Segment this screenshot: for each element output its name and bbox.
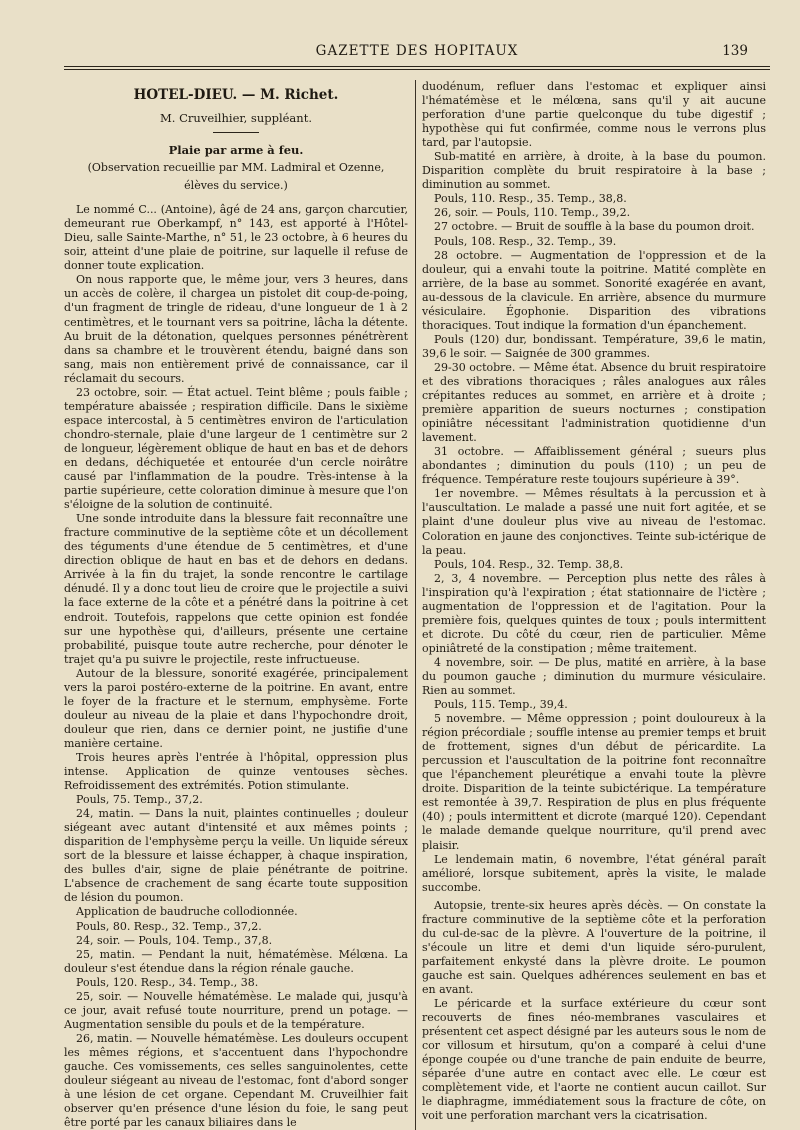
- header-rule: [64, 66, 770, 70]
- running-head: [64, 38, 770, 60]
- paragraph: 29-30 octobre. — Même état. Absence du bruit respiratoire et des vibrations thoraciques ; râles analogues aux râles crépitantes reduces au sommet, en arrière et à droite ; première apparition de sueurs nocturnes ; constipation opiniâtre nécessitant l'administration quotidienne d'un lavement.: [422, 360, 766, 445]
- autopsy-paragraph: Autopsie, trente-six heures après décès. — On constate la fracture comminutive de la septième côte et la perforation du cul-de-sac de la plèvre. A l'ouverture de la poitrine, il s'écoule un litre et demi d'un liquide séro-purulent, parfaitement enkysté dans la plèvre droite. Le poumon gauche est sain. Quelques adhérences seulement en bas et en avant.: [422, 898, 766, 996]
- paragraph: Pouls, 115. Temp., 39,4.: [434, 698, 568, 712]
- article-columns: [64, 80, 770, 1130]
- observation-credit-line1: (Observation recueillie par MM. Ladmiral et Ozenne,: [87, 161, 385, 175]
- paragraph: Pouls, 120. Resp., 34. Temp., 38.: [76, 975, 259, 989]
- paragraph: Le nommé C... (Antoine), âgé de 24 ans, garçon charcutier, demeurant rue Oberkampf, n° 143, est apporté à l'Hôtel-Dieu, salle Sainte-Marthe, n° 51, le 23 octobre, à 6 heures du soir, atteint d'une plaie de poitrine, sur laquelle il refuse de donner toute explication.: [64, 203, 408, 273]
- paragraph: Application de baudruche collodionnée.: [76, 905, 298, 919]
- paragraph: 1er novembre. — Mêmes résultats à la percussion et à l'auscultation. Le malade a passé une nuit fort agitée, et se plaint d'une douleur plus vive au niveau de l'estomac. Coloration en jaune des conjonctives. Teinte sub-ictérique de la peau.: [422, 487, 766, 557]
- paragraph: Pouls, 75. Temp., 37,2.: [76, 793, 203, 807]
- journal-title: GAZETTE DES HOPITAUX: [315, 43, 519, 59]
- paragraph: Sub-matité en arrière, à droite, à la base du poumon. Disparition complète du bruit respiratoire à la base ; diminution au sommet.: [422, 150, 766, 192]
- paragraph: 26, soir. — Pouls, 110. Temp., 39,2.: [434, 206, 631, 220]
- service-chief: M. Cruveilhier, suppléant.: [160, 111, 312, 126]
- paragraph: 5 novembre. — Même oppression ; point douloureux à la région précordiale ; souffle intense au premier temps et bruit de frottement, signes d'un début de péricardite. La percussion et l'auscultation de la poitrine font reconnaître que l'épanchement pleurétique a envahi toute la plèvre droite. Disparition de la teinte subictérique. La température est remontée à 39,7. Respiration de plus en plus fréquente (40) ; pouls intermittent et dicrote (marqué 120). Cependant le malade demande quelque nourriture, qu'il prend avec plaisir.: [422, 712, 766, 852]
- paragraph: Autour de la blessure, sonorité exagérée, principalement vers la paroi postéro-externe de la poitrine. En avant, entre le foyer de la fracture et le sternum, emphysème. Forte douleur au niveau de la plaie et dans l'hypochondre droit, douleur que rien, dans ce dernier point, ne justifie d'une manière certaine.: [64, 666, 408, 750]
- paragraph: 23 octobre, soir. — État actuel. Teint blême ; pouls faible ; température abaissée ; respiration difficile. Dans le sixième espace intercostal, à 5 centimètres environ de l'articulation chondro-sternale, plaie d'une largeur de 1 centimètre sur 2 de longueur, légèrement oblique de haut en bas et de dehors en dedans, déchiquetée et entourée d'un cercle noirâtre causé par l'inflammation de la poudre. Très-intense à la partie supérieure, cette coloration diminue à mesure que l'on s'éloigne de la solution de continuité.: [64, 385, 408, 512]
- paragraph: Pouls, 108. Resp., 32. Temp., 39.: [434, 234, 617, 248]
- section-rule: [213, 132, 259, 133]
- paragraph: Pouls, 80. Resp., 32. Temp., 37,2.: [76, 919, 262, 933]
- paragraph: Le lendemain matin, 6 novembre, l'état général paraît amélioré, lorsque subitement, après la visite, le malade succombe.: [422, 852, 766, 894]
- page-number: 139: [722, 43, 748, 59]
- paragraph: 24, soir. — Pouls, 104. Temp., 37,8.: [76, 933, 273, 947]
- observation-credit-line2: élèves du service.): [184, 179, 288, 193]
- paragraph: Le péricarde et la surface extérieure du cœur sont recouverts de fines néo-membranes vasculaires et présentent cet aspect désigné par les auteurs sous le nom de cor villosum et hirsutum, qu'on a comparé à celui d'une éponge coupée ou d'une tranche de pain enduite de beurre, séparée d'une autre en contact avec elle. Le cœur est complètement vide, et l'aorte ne contient aucun caillot. Sur le diaphragme, immédiatement sous la fracture de côte, on voit une perforation marchant vers la cicatrisation.: [422, 997, 766, 1123]
- paragraph: 28 octobre. — Augmentation de l'oppression et de la douleur, qui a envahi toute la poitrine. Matité complète en arrière, de la base au sommet. Sonorité exagérée en avant, au-dessous de la clavicule. En arrière, absence du murmure vésiculaire. Égophonie. Disparition des vibrations thoraciques. Tout indique la formation d'un épanchement.: [422, 248, 766, 332]
- paragraph: 4 novembre, soir. — De plus, matité en arrière, à la base du poumon gauche ; diminution du murmure vésiculaire. Rien au sommet.: [422, 655, 766, 698]
- paragraph: duodénum, refluer dans l'estomac et expliquer ainsi l'hématémèse et le mélœna, sans qu'il y ait aucune perforation d'une partie quelconque du tube digestif ; hypothèse qui fut confirmée, comme nous le verrons plus tard, par l'autopsie.: [422, 80, 766, 150]
- hospital-heading: HOTEL-DIEU. — M. Richet.: [133, 87, 339, 103]
- paragraph: 25, soir. — Nouvelle hématémèse. Le malade qui, jusqu'à ce jour, avait refusé toute nourriture, prend un potage. — Augmentation sensible du pouls et de la température.: [64, 989, 408, 1031]
- right-column: [422, 80, 766, 1130]
- paragraph: On nous rapporte que, le même jour, vers 3 heures, dans un accès de colère, il chargea un pistolet dit coup-de-poing, d'un fragment de tringle de rideau, d'une longueur de 1 à 2 centimètres, et le tournant vers sa poitrine, lâcha la détente. Au bruit de la détonation, quelques personnes pénétrèrent dans sa chambre et le trouvèrent étendu, baigné dans son sang, mais non entièrement privé de connaissance, car il réclamait du secours.: [64, 273, 408, 385]
- paragraph: Trois heures après l'entrée à l'hôpital, oppression plus intense. Application de quinze ventouses sèches. Refroidissement des extrémités. Potion stimulante.: [64, 750, 408, 793]
- paragraph: 2, 3, 4 novembre. — Perception plus nette des râles à l'inspiration qu'à l'expiration ; état stationnaire de l'ictère ; augmentation de l'oppression et de l'agitation. Pour la première fois, quelques quintes de toux ; pouls intermittent et dicrote. Du côté du cœur, rien de particulier. Même opiniâtreté de la constipation ; même traitement.: [422, 571, 766, 655]
- paragraph: 31 octobre. — Affaiblissement général ; sueurs plus abondantes ; diminution du pouls (110) ; un peu de fréquence. Température reste toujours supérieure à 39°.: [422, 445, 766, 487]
- left-column: [64, 80, 408, 1130]
- paragraph: 25, matin. — Pendant la nuit, hématémèse. Mélœna. La douleur s'est étendue dans la région rénale gauche.: [64, 947, 408, 975]
- case-title: Plaie par arme à feu.: [168, 143, 304, 158]
- column-divider: [415, 80, 416, 1130]
- paragraph: Pouls (120) dur, bondissant. Température, 39,6 le matin, 39,6 le soir. — Saignée de 300 grammes.: [422, 332, 766, 360]
- paragraph: Une sonde introduite dans la blessure fait reconnaître une fracture comminutive de la septième côte et un décollement des téguments d'une étendue de 5 centimètres, et d'une direction oblique de haut en bas et de dehors en dedans. Arrivée à la fin du trajet, la sonde rencontre le cartilage dénudé. Il y a donc tout lieu de croire que le projectile a suivi la face externe de la côte et a pénétré dans la poitrine à cet endroit. Toutefois, rappelons que cette opinion est fondée sur une hypothèse qui, d'ailleurs, présente une certaine probabilité, puisque toute autre recherche, pour dénoter le trajet qu'a pu suivre le projectile, reste infructueuse.: [64, 512, 408, 666]
- paragraph: 27 octobre. — Bruit de souffle à la base du poumon droit.: [434, 220, 755, 234]
- paragraph: Pouls, 104. Resp., 32. Temp. 38,8.: [434, 557, 624, 571]
- paragraph: 26, matin. — Nouvelle hématémèse. Les douleurs occupent les mêmes régions, et s'accentuent dans l'hypochondre gauche. Ces vomissements, ces selles sanguinolentes, cette douleur siégeant au niveau de l'estomac, font d'abord songer à une lésion de cet organe. Cependant M. Cruveilhier fait observer qu'en présence d'une lésion du foie, le sang peut être porté par les canaux biliaires dans le: [64, 1031, 408, 1130]
- paragraph: Pouls, 110. Resp., 35. Temp., 38,8.: [434, 192, 627, 206]
- paragraph: 24, matin. — Dans la nuit, plaintes continuelles ; douleur siégeant avec autant d'intensité et aux mêmes points ; disparition de l'emphysème perçu la veille. Un liquide séreux sort de la blessure et laisse échapper, à chaque inspiration, des bulles d'air, signe de plaie pénétrante de poitrine. L'absence de crachement de sang écarte toute supposition de lésion du poumon.: [64, 807, 408, 905]
